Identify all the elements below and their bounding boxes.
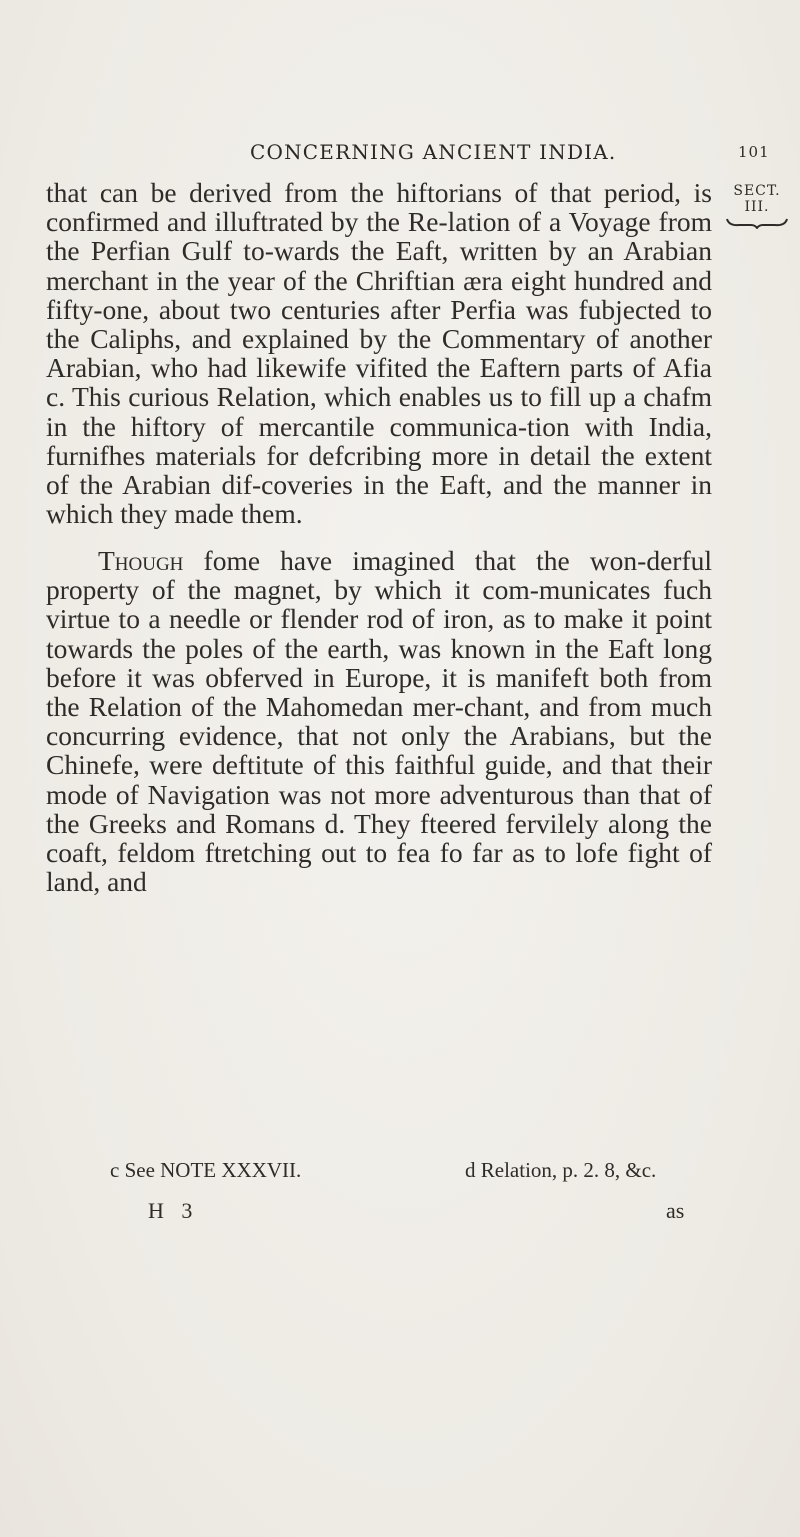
paragraph-2-text: fome have imagined that the won-derful property of the magnet, by which it com-municates fuch virtue to a needle or flender rod of iron, as to make it point towards the poles of the earth, was known in the Eaft long before it was obferved in Europe, it is manifeft both from the Relation of the Mahomedan mer-chant, and from much concurring evidence, that not only the Arabians, but the Chinefe, were deftitute of this faithful guide, and that their mode of Navigation was not more adventurous than that of the Greeks and Romans d. They fteered fervilely along the coaft, feldom ftretching out to fea fo far as to lofe fight of land, and	[46, 545, 712, 898]
catchword: as	[666, 1198, 685, 1223]
margin-note-section-number: III.	[744, 199, 770, 215]
page-number: 101	[738, 143, 770, 161]
running-title: CONCERNING ANCIENT INDIA.	[250, 140, 617, 164]
paragraph-1: that can be derived from the hiftorians of that period, is confirmed and illuftrated by the Re-lation of a Voyage from the Perfian Gulf to-wards the Eaft, written by an Arabian merchant in the year of the Chriftian æra eight hundred and fifty-one, about two centuries after Perfia was fubjected to the Caliphs, and explained by the Commentary of another Arabian, who had likewife vifited the Eaftern parts of Afia c. This curious Relation, which enables us to fill up a chafm in the hiftory of mercantile communica-tion with India, furnifhes materials for defcribing more in detail the extent of the Arabian dif-coveries in the Eaft, and the manner in which they made them.	[46, 177, 712, 530]
footnote-d: d Relation, p. 2. 8, &c.	[465, 1158, 657, 1182]
paragraph-2-lead-word: Though	[98, 545, 184, 576]
paragraph-2	[46, 546, 712, 896]
signature-mark: H 3	[148, 1198, 199, 1223]
footnote-c: c See NOTE XXXVII.	[110, 1158, 302, 1182]
margin-note	[722, 183, 792, 229]
brace-icon	[725, 217, 789, 229]
margin-note-section-label: SECT.	[733, 183, 781, 199]
